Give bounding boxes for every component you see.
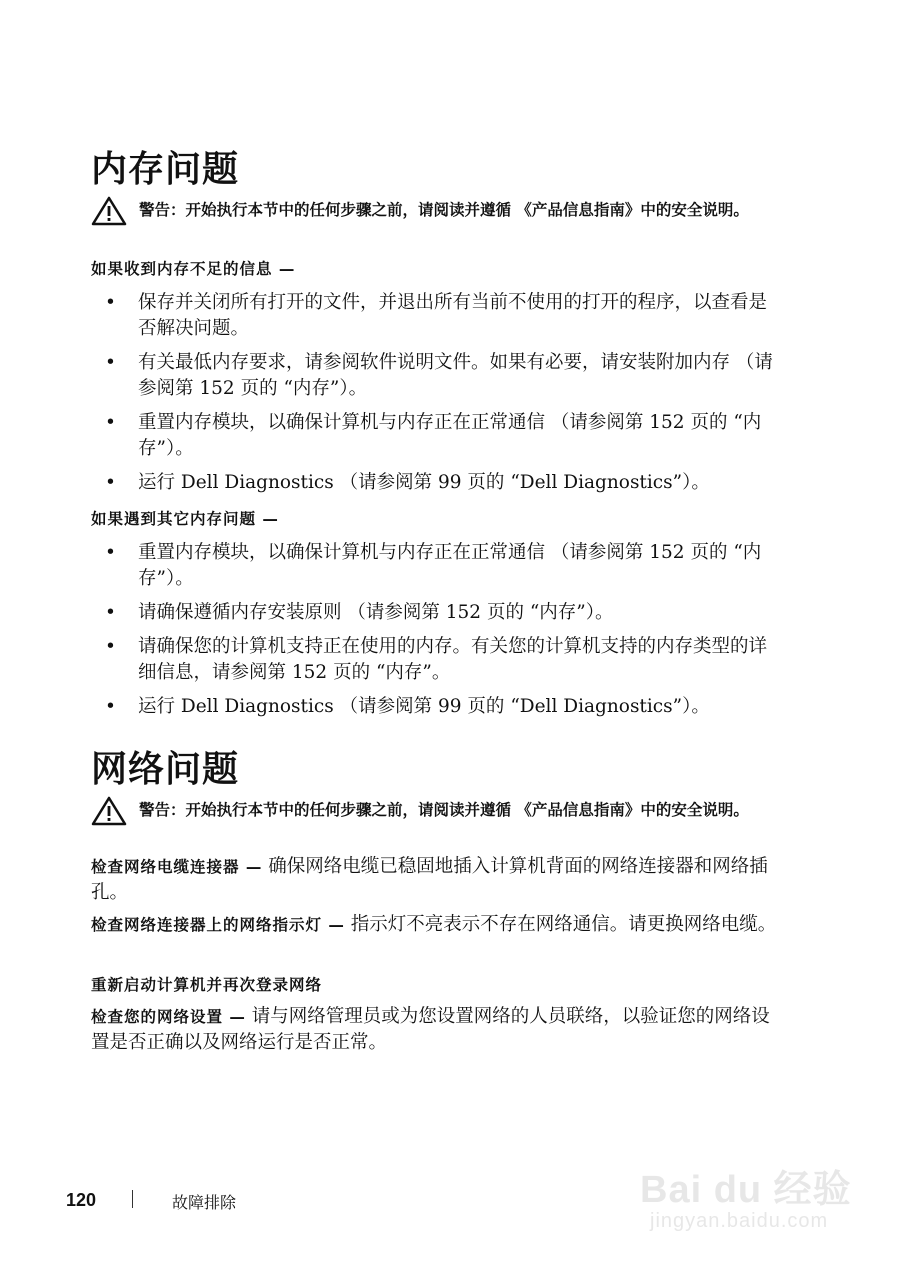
paragraph-lead: 重新启动计算机并再次登录网络 [91,976,323,994]
paragraph-text: 确保网络电缆已稳固地插入计算机背面的网络连接器和网络插孔。 [91,856,768,903]
paragraph-lead: 检查网络连接器上的网络指示灯 — [91,916,345,934]
list-item: • 请确保遵循内存安装原则 （请参阅第 152 页的 “内存”）。 [138,600,783,626]
paragraph-lead: 检查您的网络设置 — [91,1008,246,1026]
warning-icon [91,196,127,226]
network-light-paragraph [91,912,781,938]
list-item: • 保存并关闭所有打开的文件，并退出所有当前不使用的打开的程序，以查看是否解决问题。 [138,290,783,342]
list-item: • 请确保您的计算机支持正在使用的内存。有关您的计算机支持的内存类型的详细信息，请参阅第 152 页的 “内存”。 [138,634,783,686]
list-item: • 重置内存模块，以确保计算机与内存正在正常通信 （请参阅第 152 页的 “内存”）。 [138,410,783,462]
list-item: • 有关最低内存要求，请参阅软件说明文件。如果有必要，请安装附加内存 （请参阅第 152 页的 “内存”）。 [138,350,783,402]
network-cable-paragraph [91,854,781,906]
baidu-watermark [640,1140,860,1240]
page-number: 120 [66,1190,97,1210]
watermark-url: jingyan.baidu.com [650,1210,829,1232]
list-item: • 运行 Dell Diagnostics （请参阅第 99 页的 “Dell Diagnostics”）。 [138,694,783,720]
memory-heading: 内存问题 [91,149,240,190]
warning-text: 警告：开始执行本节中的任何步骤之前，请阅读并遵循 《产品信息指南》中的安全说明。 [139,201,749,219]
low-memory-title: 如果收到内存不足的信息 — [91,260,296,278]
network-heading: 网络问题 [91,749,240,790]
watermark-brand: Bai du 经验 [640,1169,852,1211]
paragraph-text: 指示灯不亮表示不存在网络通信。请更换网络电缆。 [344,914,777,935]
paragraph-lead: 检查网络电缆连接器 — [91,858,263,876]
warning-text: 警告：开始执行本节中的任何步骤之前，请阅读并遵循 《产品信息指南》中的安全说明。 [139,801,749,819]
other-memory-title: 如果遇到其它内存问题 — [91,510,279,528]
network-settings-paragraph [91,1004,781,1056]
restart-paragraph [91,972,781,998]
paragraph-text: 请与网络管理员或为您设置网络的人员联络，以验证您的网络设置是否正确以及网络运行是否正常。 [91,1006,770,1053]
warning-icon [91,796,127,826]
footer-divider [132,1190,133,1208]
list-item: • 运行 Dell Diagnostics （请参阅第 99 页的 “Dell Diagnostics”）。 [138,470,783,496]
footer-section-title: 故障排除 [172,1193,237,1212]
list-item: • 重置内存模块，以确保计算机与内存正在正常通信 （请参阅第 152 页的 “内存”）。 [138,540,783,592]
